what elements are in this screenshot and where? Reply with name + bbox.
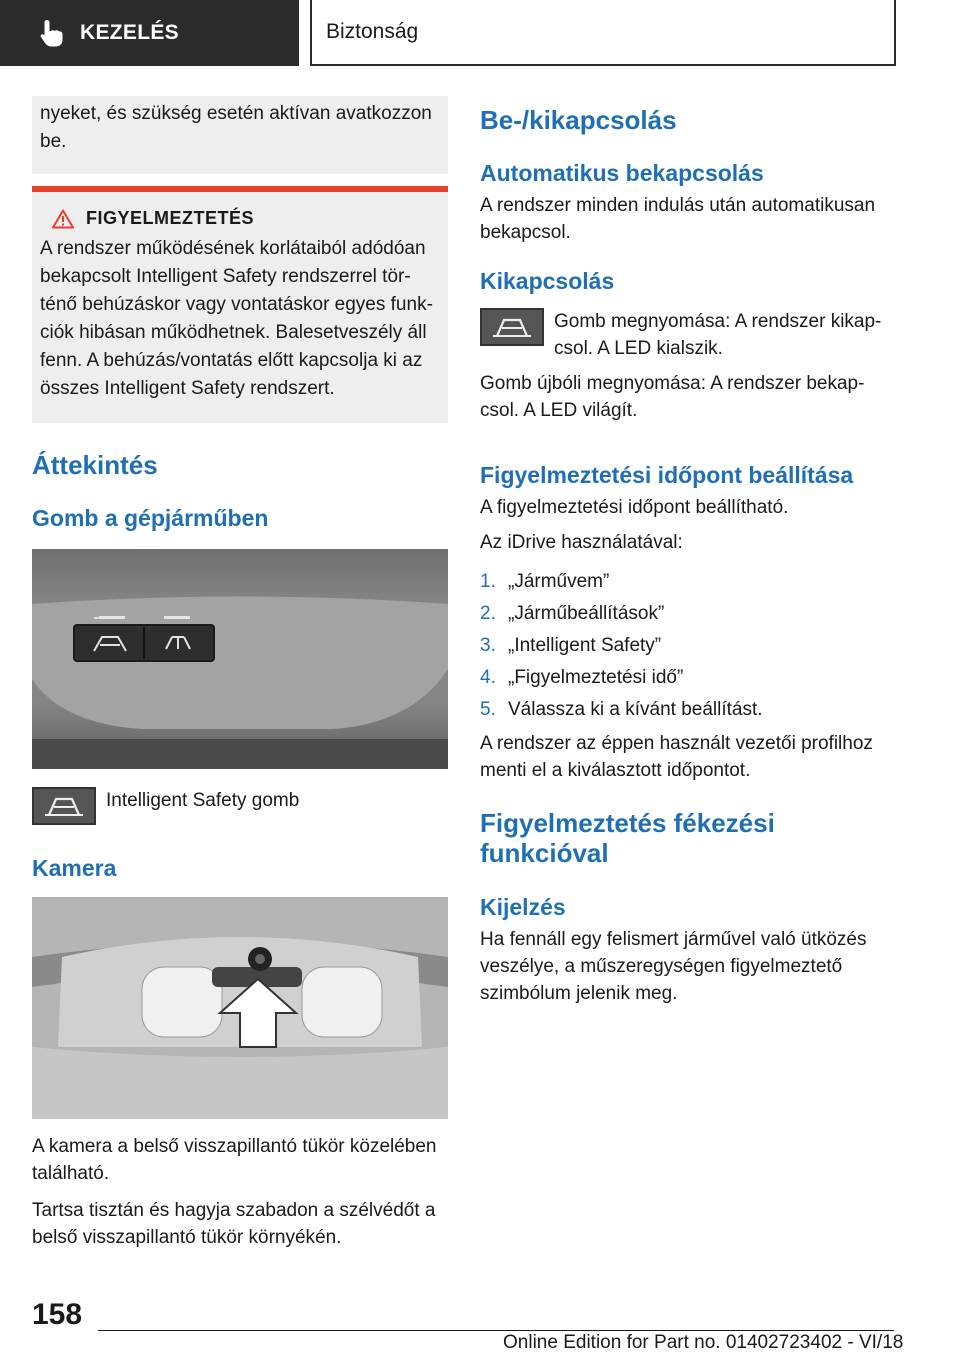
warning-time-heading: Figyelmeztetési időpont beállítása <box>480 462 854 488</box>
warning-triangle-icon <box>52 209 74 229</box>
step-item: 5. Válassza ki a kívánt beállítást. <box>480 699 763 720</box>
off-text-1: Gomb megnyomása: A rendszer kikapcsol. A LED kialszik. <box>554 311 882 359</box>
intelligent-safety-button-icon <box>32 787 96 825</box>
off-heading: Kikapcsolás <box>480 268 615 294</box>
step-item: 1. „Járművem” <box>480 571 610 592</box>
button-caption: Intelligent Safety gomb <box>106 790 300 811</box>
edition-text: Online Edition for Part no. 01402723402 - VI/18 <box>503 1332 904 1353</box>
brake-warning-heading: Figyelmeztetés fékezési funkcióval <box>480 808 775 868</box>
section-tab <box>0 0 299 66</box>
onoff-heading: Be-/kikapcsolás <box>480 105 677 135</box>
idrive-steps <box>480 566 896 726</box>
auto-on-heading: Automatikus bekapcsolás <box>480 160 764 186</box>
chapter-header <box>310 0 896 66</box>
step-item: 4. „Figyelmeztetési idő” <box>480 667 684 688</box>
warning-title: FIGYELMEZTETÉS <box>86 208 255 228</box>
warning-box <box>32 186 448 423</box>
section-title: KEZELÉS <box>80 21 179 44</box>
off-button-row <box>480 308 896 362</box>
warning-heading <box>40 208 440 229</box>
display-text: Ha fennáll egy felismert járművel való ütközés veszélye, a műszeregységen figyelmeztető szimbólum jelenik meg. <box>480 929 867 1004</box>
console-illustration <box>32 549 448 769</box>
note-continuation: nyeket, és szükség esetén aktívan avatkozzon be. <box>32 96 448 174</box>
chapter-title: Biztonság <box>326 20 419 43</box>
left-column <box>32 100 448 1251</box>
hand-pointer-icon <box>38 18 66 48</box>
camera-photo <box>32 897 448 1119</box>
step-item: 3. „Intelligent Safety” <box>480 635 662 656</box>
camera-text-2: Tartsa tisztán és hagyja szabadon a szélvédőt a belső visszapillantó tükör környékén. <box>32 1200 436 1248</box>
button-heading: Gomb a gépjárműben <box>32 505 269 531</box>
windshield-illustration <box>32 897 448 1119</box>
off-text-2: Gomb újbóli megnyomása: A rendszer bekapcsol. A LED világít. <box>480 373 865 421</box>
overview-heading: Áttekintés <box>32 450 158 480</box>
warning-time-text-3: A rendszer az éppen használt vezetői profilhoz menti el a kiválasztott időpontot. <box>480 733 873 781</box>
auto-on-text: A rendszer minden indulás után automatikusan bekapcsol. <box>480 195 876 243</box>
camera-text-1: A kamera a belső visszapillantó tükör közelében található. <box>32 1136 437 1184</box>
page-number: 158 <box>32 1298 83 1331</box>
warning-text: A rendszer működésének korlátaiból adódóan bekapcsolt Intelligent Safety rendszerrel történő behúzáskor vagy vontatáskor egyes funkciók hibásan működhetnek. Balesetveszély áll fenn. A behúzás/vontatás előtt kapcsolja ki az összes Intelligent Safety rendszert. <box>40 238 433 399</box>
warning-time-text-2: Az iDrive használatával: <box>480 532 683 553</box>
button-photo <box>32 549 448 769</box>
footer-divider <box>98 1330 894 1331</box>
step-item: 2. „Járműbeállítások” <box>480 603 665 624</box>
button-caption-row <box>32 787 448 825</box>
warning-time-text-1: A figyelmeztetési időpont beállítható. <box>480 497 789 518</box>
display-heading: Kijelzés <box>480 894 566 920</box>
right-column <box>480 100 896 1007</box>
camera-heading: Kamera <box>32 855 117 881</box>
intelligent-safety-button-icon-2 <box>480 308 544 346</box>
